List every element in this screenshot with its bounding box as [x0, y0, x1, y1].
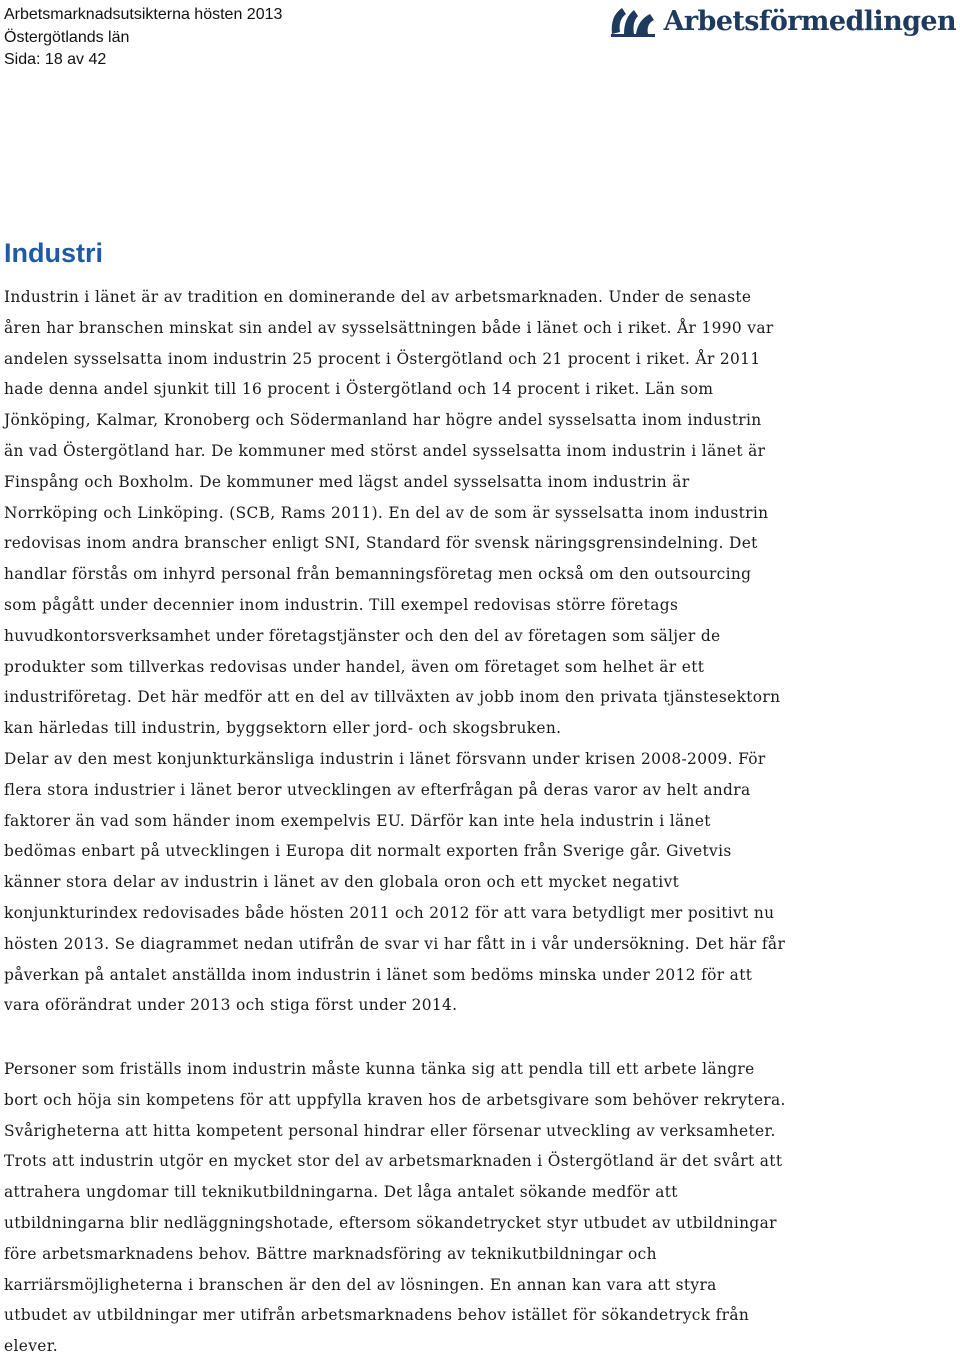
text-line: hösten 2013. Se diagrammet nedan utifrån de svar vi har fått in i vår undersökning. Det här får — [4, 934, 786, 953]
text-line: konjunkturindex redovisades både hösten 2011 och 2012 för att vara betydligt mer positivt nu — [4, 903, 775, 922]
text-line: utbudet av utbildningar mer utifrån arbetsmarknadens behov istället för sökandetryck från — [4, 1306, 750, 1325]
text-line: faktorer än vad som händer inom exempelvis EU. Därför kan inte hela industrin i länet — [4, 811, 711, 830]
text-line: hade denna andel sjunkit till 16 procent i Östergötland och 14 procent i riket. Län som — [4, 380, 714, 399]
text-line: elever. — [4, 1337, 58, 1356]
text-line: bort och höja sin kompetens för att uppfylla kraven hos de arbetsgivare som behöver rekrytera. — [4, 1090, 786, 1109]
logo-wordmark: Arbetsförmedlingen — [663, 5, 956, 37]
text-line: andelen sysselsatta inom industrin 25 procent i Östergötland och 21 procent i riket. År 2011 — [4, 349, 761, 368]
section-heading: Industri — [4, 238, 103, 268]
text-line: Norrköping och Linköping. (SCB, Rams 2011). En del av de som är sysselsatta inom industrin — [4, 503, 769, 522]
text-line: Personer som friställs inom industrin måste kunna tänka sig att pendla till ett arbete längre — [4, 1060, 755, 1078]
text-line: Jönköping, Kalmar, Kronoberg och Södermanland har högre andel sysselsatta inom industrin — [4, 411, 762, 430]
arbetsformedlingen-crown-logo-icon — [608, 4, 658, 38]
text-line: bedömas enbart på utvecklingen i Europa dit normalt exporten från Sverige går. Givetvis — [4, 842, 732, 861]
text-line: karriärsmöjligheterna i branschen är den del av lösningen. En annan kan vara att styra — [4, 1275, 717, 1294]
report-title: Arbetsmarknadsutsikterna hösten 2013 — [4, 6, 283, 23]
page-number: Sida: 18 av 42 — [4, 51, 107, 68]
text-line: före arbetsmarknadens behov. Bättre marknadsföring av teknikutbildningar och — [4, 1244, 657, 1263]
text-line: attrahera ungdomar till teknikutbildningarna. Det låga antalet sökande medför att — [4, 1183, 678, 1202]
paragraph-2 — [4, 1054, 904, 1362]
text-line: handlar förstås om inhyrd personal från bemanningsföretag men också om den outsourcing — [4, 565, 752, 584]
text-line: Industrin i länet är av tradition en dominerande del av arbetsmarknaden. Under de senaste — [4, 288, 752, 306]
text-line: Trots att industrin utgör en mycket stor del av arbetsmarknaden i Östergötland är det svårt att — [4, 1152, 783, 1171]
text-line: Finspång och Boxholm. De kommuner med lägst andel sysselsatta inom industrin är — [4, 472, 690, 491]
text-line: påverkan på antalet anställda inom industrin i länet som bedöms minska under 2012 för att — [4, 965, 753, 984]
text-line: redovisas inom andra branscher enligt SNI, Standard för svensk näringsgrensindelning. Det — [4, 534, 758, 553]
text-line: utbildningarna blir nedläggningshotade, eftersom sökandetrycket styr utbudet av utbildningar — [4, 1213, 777, 1232]
text-line: Svårigheterna att hitta kompetent personal hindrar eller försenar utveckling av verksamheter. — [4, 1121, 776, 1140]
text-line: industriföretag. Det här medför att en del av tillväxten av jobb inom den privata tjänstesektorn — [4, 688, 781, 707]
arbetsformedlingen-logo — [608, 4, 956, 38]
text-line: som pågått under decennier inom industrin. Till exempel redovisas större företags — [4, 595, 679, 614]
paragraph-1 — [4, 282, 904, 1021]
text-line: åren har branschen minskat sin andel av sysselsättningen både i länet och i riket. År 1990 var — [4, 318, 774, 337]
region-name: Östergötlands län — [4, 28, 130, 46]
text-line: flera stora industrier i länet beror utvecklingen av efterfrågan på deras varor av helt andra — [4, 780, 751, 799]
text-line: vara oförändrat under 2013 och stiga först under 2014. — [4, 996, 458, 1015]
text-line: än vad Östergötland har. De kommuner med störst andel sysselsatta inom industrin i länet är — [4, 441, 766, 460]
text-line: Delar av den mest konjunkturkänsliga industrin i länet försvann under krisen 2008-2009. För — [4, 749, 766, 768]
text-line: produkter som tillverkas redovisas under handel, även om företaget som helhet är ett — [4, 657, 705, 676]
text-line: kan härledas till industrin, byggsektorn eller jord- och skogsbruken. — [4, 719, 562, 738]
text-line: huvudkontorsverksamhet under företagstjänster och den del av företagen som säljer de — [4, 626, 721, 645]
document-header — [4, 4, 282, 72]
text-line: känner stora delar av industrin i länet av den globala oron och ett mycket negativt — [4, 873, 680, 892]
